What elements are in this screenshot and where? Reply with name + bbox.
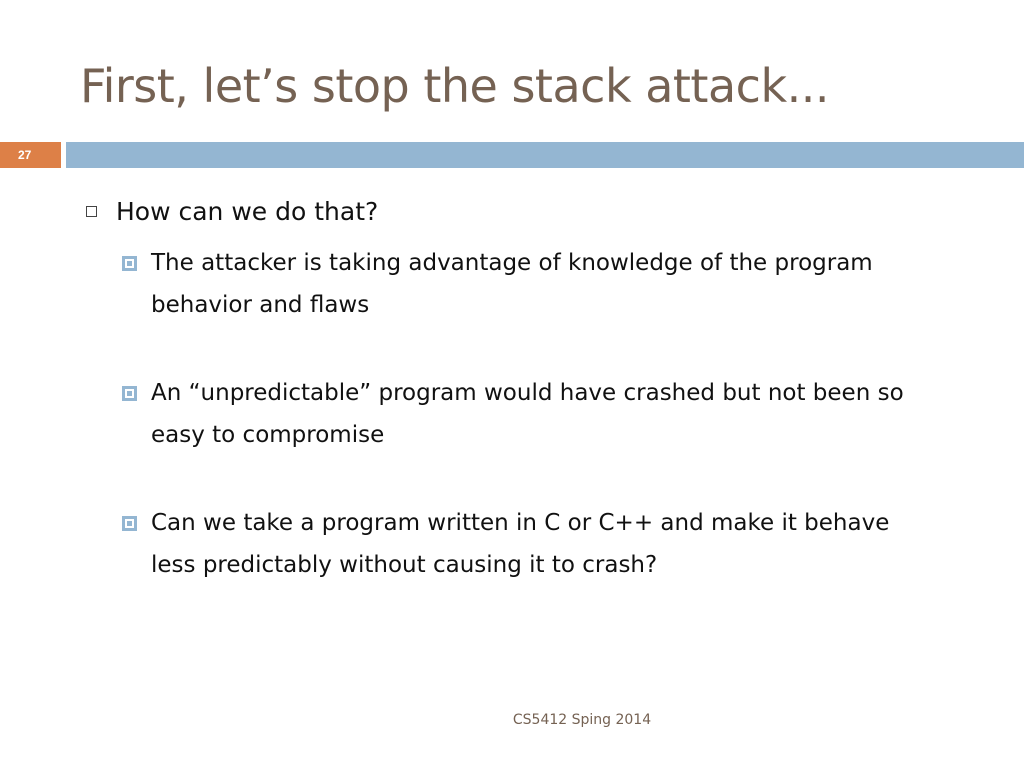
slide-title: First, let’s stop the stack attack... bbox=[80, 59, 829, 113]
bullet-level1-text: How can we do that? bbox=[116, 197, 379, 226]
title-rule-bar bbox=[66, 142, 1024, 168]
sub-bullet-item bbox=[84, 372, 921, 456]
slide-content bbox=[84, 192, 984, 632]
sub-bullet-text: The attacker is taking advantage of knowledge of the program behavior and flaws bbox=[151, 250, 873, 318]
sub-bullet-list bbox=[84, 242, 984, 586]
sub-bullet-text: Can we take a program written in C or C++ and make it behave less predictably without causing it to crash? bbox=[151, 510, 890, 578]
bullet-level1 bbox=[84, 192, 984, 232]
square-bullet-icon bbox=[122, 516, 137, 531]
sub-bullet-text: An “unpredictable” program would have crashed but not been so easy to compromise bbox=[151, 380, 904, 448]
slide-number: 27 bbox=[0, 142, 61, 168]
square-bullet-icon bbox=[122, 386, 137, 401]
slide-footer: CS5412 Sping 2014 bbox=[512, 712, 652, 728]
hollow-square-icon bbox=[86, 206, 97, 217]
sub-bullet-item bbox=[84, 502, 921, 586]
square-bullet-icon bbox=[122, 256, 137, 271]
sub-bullet-item bbox=[84, 242, 921, 326]
